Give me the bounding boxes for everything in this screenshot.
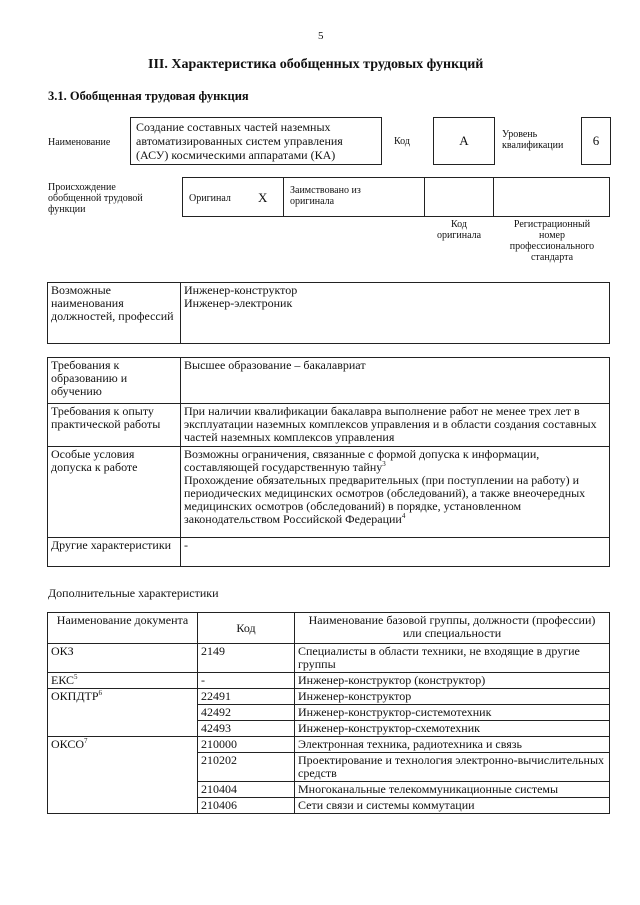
doc-cell (48, 644, 198, 673)
code-cell: 210202 (198, 753, 295, 782)
level-box (581, 117, 611, 165)
additional-table (47, 612, 610, 814)
code-cell: 210000 (198, 737, 295, 753)
code-cell: 210406 (198, 798, 295, 814)
level-value: 6 (592, 133, 600, 148)
table-row (48, 673, 610, 689)
origin-label: Происхождение обобщенной трудовой функции (48, 182, 143, 215)
section-title: III. Характеристика обобщенных трудовых функций (148, 57, 484, 72)
name-cell: Сети связи и системы коммутации (295, 798, 610, 814)
doc-cell (48, 689, 198, 737)
code-cell: 210404 (198, 782, 295, 798)
other-value: - (181, 538, 610, 567)
footnote-mark: 4 (401, 512, 406, 520)
name-cell: Проектирование и технология электронно-вычислительных средств (295, 753, 610, 782)
footnote-mark: 5 (74, 673, 78, 681)
name-cell: Инженер-конструктор-схемотехник (295, 721, 610, 737)
code-cell: 42493 (198, 721, 295, 737)
name-cell: Инженер-конструктор-системотехник (295, 705, 610, 721)
positions-label: Возможные наименования должностей, профессий (48, 283, 181, 344)
table-row (48, 644, 610, 673)
name-cell: Специалисты в области техники, не входящие в другие группы (295, 644, 610, 673)
table-row (48, 689, 610, 705)
original-mark: X (258, 190, 268, 205)
subsection-title: 3.1. Обобщенная трудовая функция (48, 89, 249, 103)
header-document: Наименование документа (48, 613, 198, 644)
other-label: Другие характеристики (48, 538, 181, 567)
footnote-mark: 6 (98, 689, 103, 697)
function-name-box (130, 117, 382, 165)
additional-title: Дополнительные характеристики (48, 586, 219, 600)
reg-number-caption: Регистрационный номер профессионального стандарта (509, 219, 595, 263)
divider (283, 177, 284, 217)
function-name-value: Создание составных частей наземных автоматизированных систем управления (АСУ) космическими аппаратами (КА) (136, 120, 343, 162)
footnote-mark: 3 (382, 460, 386, 468)
positions-values (181, 283, 610, 344)
code-box (433, 117, 495, 165)
header-code: Код (198, 613, 295, 644)
table-row (48, 737, 610, 753)
special-conditions-label: Особые условия допуска к работе (48, 447, 181, 538)
doc-name: ОКСО (51, 737, 85, 751)
experience-label: Требования к опыту практической работы (48, 404, 181, 447)
code-cell: 22491 (198, 689, 295, 705)
doc-name: ЕКС (51, 673, 75, 687)
positions-table (47, 282, 610, 344)
name-cell: Многоканальные телекоммуникационные системы (295, 782, 610, 798)
name-cell: Инженер-конструктор (295, 689, 610, 705)
header-name: Наименование базовой группы, должности (профессии) или специальности (295, 613, 610, 644)
borrowed-label: Заимствовано из оригинала (290, 185, 361, 207)
condition-text: Возможны ограничения, связанные с формой допуска к информации, составляющей государственную тайну (184, 447, 540, 474)
name-cell: Электронная техника, радиотехника и связь (295, 737, 610, 753)
doc-name: ОКЗ (51, 644, 74, 658)
page-number: 5 (318, 30, 324, 42)
special-conditions-value (181, 447, 610, 538)
doc-cell (48, 737, 198, 814)
position-item: Инженер-электроник (184, 296, 293, 310)
code-original-caption: Код оригинала (436, 219, 482, 241)
experience-value: При наличии квалификации бакалавра выполнение работ не менее трех лет в эксплуатации наземных комплексов управления и в области создания составных частей наземных комплексов управления (181, 404, 610, 447)
code-value: A (459, 133, 469, 148)
divider (424, 177, 425, 217)
divider (493, 177, 494, 217)
requirements-table (47, 357, 610, 567)
original-label: Оригинал (189, 193, 231, 204)
code-cell: - (198, 673, 295, 689)
doc-name: ОКПДТР (51, 689, 99, 703)
level-label: Уровень квалификации (502, 129, 564, 151)
condition-text: Прохождение обязательных предварительных (при поступлении на работу) и периодических медицинских осмотров (обследований), а также внеочередных медицинских осмотров (обследований) в порядке, установленном законодательством Российской Федерации (184, 473, 586, 526)
doc-cell (48, 673, 198, 689)
education-value: Высшее образование – бакалавриат (181, 358, 610, 404)
education-label: Требования к образованию и обучению (48, 358, 181, 404)
code-label: Код (394, 136, 410, 147)
footnote-mark: 7 (84, 737, 88, 745)
position-item: Инженер-конструктор (184, 283, 298, 297)
name-label: Наименование (48, 137, 111, 148)
name-cell: Инженер-конструктор (конструктор) (295, 673, 610, 689)
code-cell: 2149 (198, 644, 295, 673)
code-cell: 42492 (198, 705, 295, 721)
